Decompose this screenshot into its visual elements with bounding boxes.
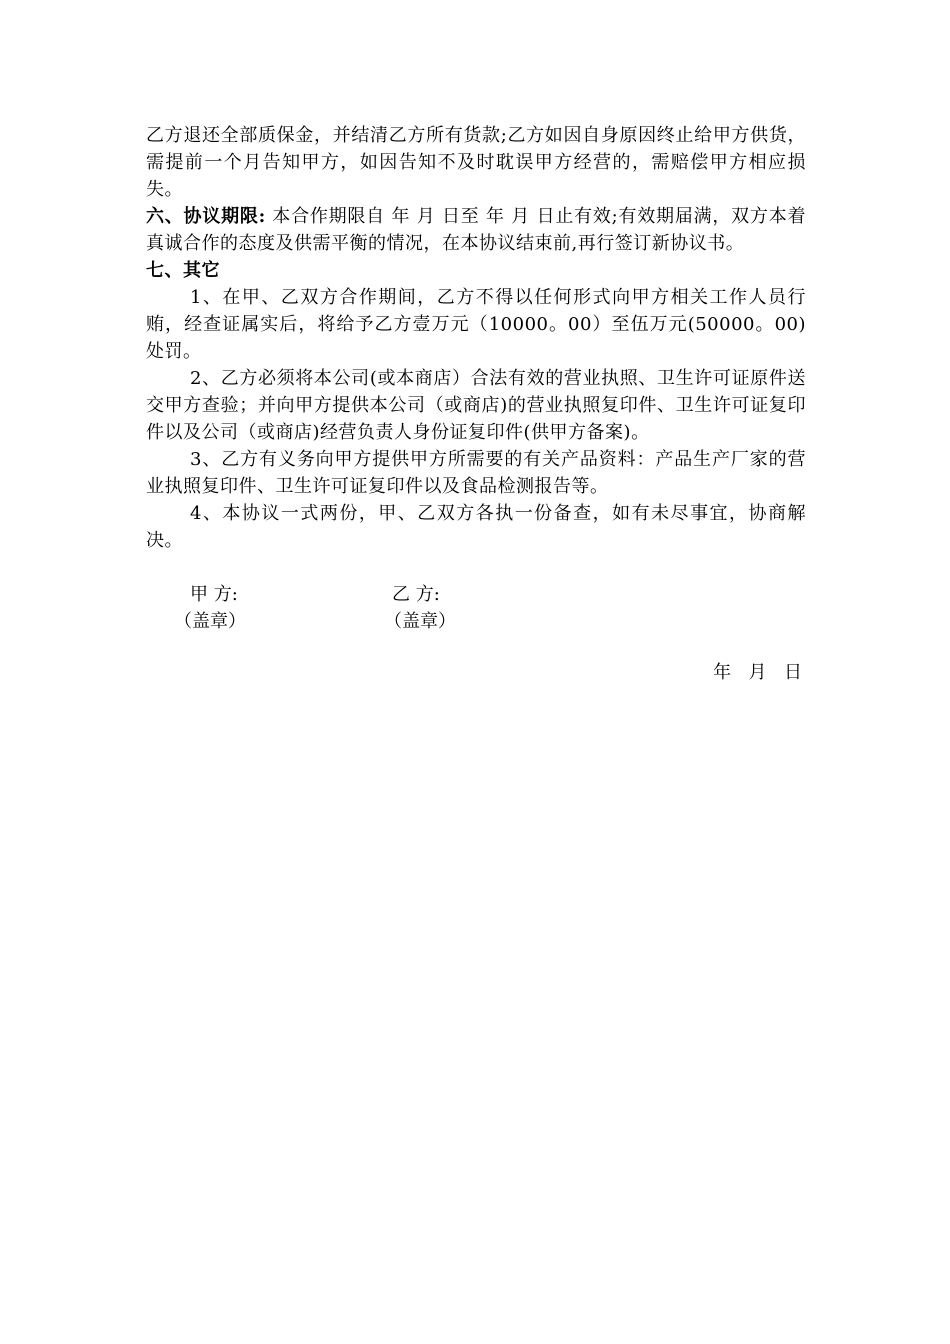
- section-7-item-3: 3、乙方有义务向甲方提供甲方所需要的有关产品资料：产品生产厂家的营业执照复印件、卫生许可证复印件以及食品检测报告等。: [146, 449, 806, 497]
- section-6-text: 本合作期限自 年 月 日至 年 月 日止有效;有效期届满，双方本着真诚合作的态度及供需平衡的情况，在本协议结束前,再行签订新协议书。: [146, 206, 806, 254]
- blank-line: [146, 554, 806, 581]
- party-label-row: [146, 581, 806, 608]
- section-7-item-2: 2、乙方必须将本公司(或本商店）合法有效的营业执照、卫生许可证原件送交甲方查验；并向甲方提供本公司（或商店)的营业执照复印件、卫生许可证复印件以及公司（或商店)经营负责人身份证复印件(供甲方备案)。: [146, 368, 806, 443]
- section-7-item-1: 1、在甲、乙双方合作期间，乙方不得以任何形式向甲方相关工作人员行贿，经查证属实后，将给予乙方壹万元（10000。00）至伍万元(50000。00)处罚。: [146, 287, 806, 362]
- section-7-heading: 七、其它: [146, 260, 220, 281]
- date-row: [146, 659, 806, 686]
- party-b-seal: （盖章）: [384, 611, 456, 632]
- party-b-label: 乙 方:: [392, 584, 440, 605]
- contract-page: [146, 122, 806, 686]
- section-6-heading: 六、协议期限:: [146, 206, 266, 227]
- paragraph-continuation: 乙方退还全部质保金，并结清乙方所有货款;乙方如因自身原因终止给甲方供货，需提前一个月告知甲方，如因告知不及时耽误甲方经营的，需赔偿甲方相应损失。: [146, 125, 806, 200]
- section-6: [146, 203, 806, 257]
- party-seal-row: [146, 608, 806, 635]
- party-a-label: 甲 方:: [190, 584, 238, 605]
- date-line: 年 月 日: [713, 662, 804, 683]
- section-7-item-4: 4、本协议一式两份，甲、乙双方各执一份备查，如有未尽事宜，协商解决。: [146, 503, 806, 551]
- party-a-seal: （盖章）: [174, 611, 246, 632]
